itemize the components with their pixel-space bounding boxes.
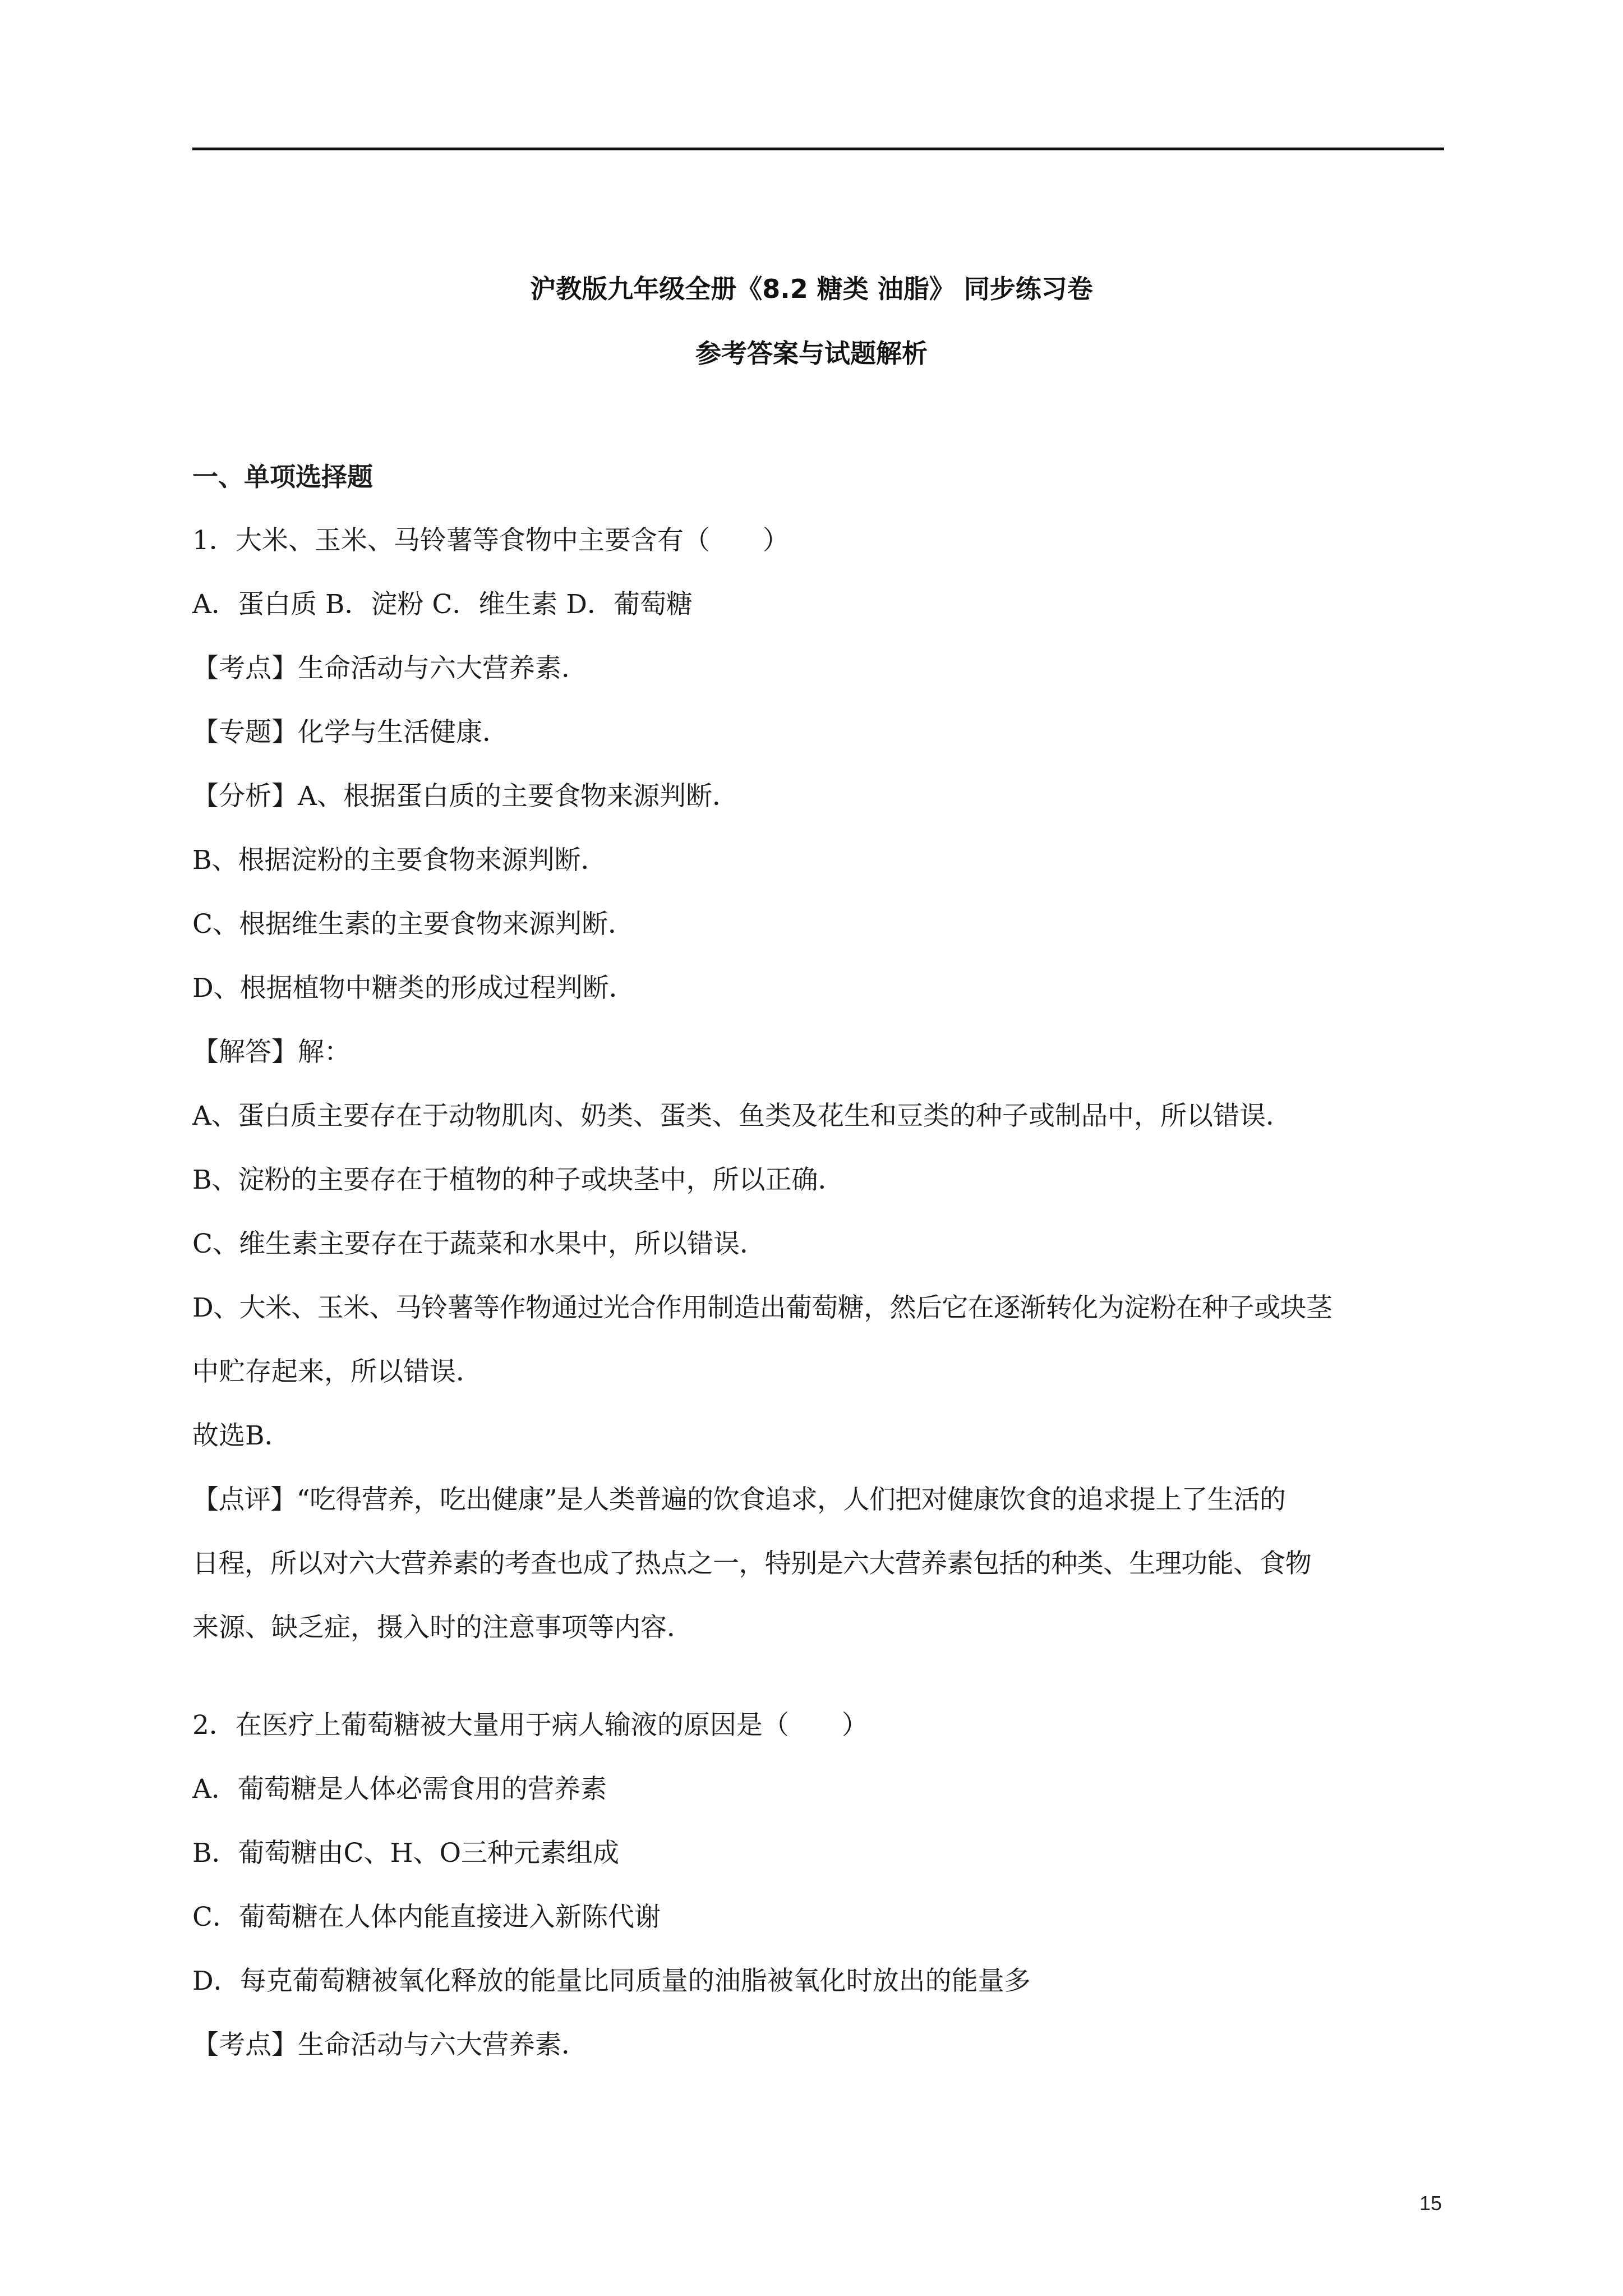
q1-jieda-line: B、淀粉的主要存在于植物的种子或块茎中，所以正确． <box>192 1165 845 1195</box>
q1-options: A．蛋白质 B．淀粉 C．维生素 D．葡萄糖 <box>192 589 693 620</box>
q1-fenxi-line: C、根据维生素的主要食物来源判断． <box>192 909 634 940</box>
q2-option: D．每克葡萄糖被氧化释放的能量比同质量的油脂被氧化时放出的能量多 <box>192 1966 1031 1996</box>
q1-stem: 1．大米、玉米、马铃薯等食物中主要含有（ ） <box>192 525 789 556</box>
document-title: 沪教版九年级全册《8.2 糖类 油脂》 同步练习卷 <box>530 274 1093 304</box>
q1-kaodian: 【考点】生命活动与六大营养素． <box>192 653 588 684</box>
document-subtitle: 参考答案与试题解析 <box>695 338 928 369</box>
header-rule <box>192 148 1444 150</box>
q1-zhuanti: 【专题】化学与生活健康． <box>192 717 509 748</box>
q1-jieda-line: A、蛋白质主要存在于动物肌肉、奶类、蛋类、鱼类及花生和豆类的种子或制品中，所以错误． <box>192 1101 1292 1131</box>
q1-dianping-line: 来源、缺乏症，摄入时的注意事项等内容． <box>192 1612 693 1643</box>
q1-dianping-line: 【点评】“吃得营养，吃出健康”是人类普遍的饮食追求，人们把对健康饮食的追求提上了生活的 <box>192 1484 1286 1515</box>
q2-option: A．葡萄糖是人体必需食用的营养素 <box>192 1774 607 1805</box>
page-number: 15 <box>1419 2192 1442 2215</box>
q1-fenxi-line: D、根据植物中糖类的形成过程判断． <box>192 973 635 1004</box>
q2-option: B．葡萄糖由C、H、O三种元素组成 <box>192 1838 620 1869</box>
q2-option: C．葡萄糖在人体内能直接进入新陈代谢 <box>192 1902 661 1932</box>
q1-jieda-line: 中贮存起来，所以错误． <box>192 1356 482 1387</box>
q1-answer: 故选B． <box>192 1420 291 1451</box>
q1-fenxi-line: B、根据淀粉的主要食物来源判断． <box>192 845 607 876</box>
q1-jieda-line: C、维生素主要存在于蔬菜和水果中，所以错误． <box>192 1228 766 1259</box>
q2-stem: 2．在医疗上葡萄糖被大量用于病人输液的原因是（ ） <box>192 1710 868 1741</box>
q1-jieda-line: D、大米、玉米、马铃薯等作物通过光合作用制造出葡萄糖，然后它在逐渐转化为淀粉在种子或块茎 <box>192 1292 1332 1323</box>
section-heading: 一、单项选择题 <box>192 462 373 492</box>
q1-fenxi-line: 【分析】A、根据蛋白质的主要食物来源判断． <box>192 781 739 812</box>
q1-jieda-label: 【解答】解： <box>192 1037 351 1068</box>
q1-dianping-line: 日程，所以对六大营养素的考查也成了热点之一，特别是六大营养素包括的种类、生理功能、食物 <box>192 1548 1312 1579</box>
document-body <box>192 460 1444 2092</box>
q2-kaodian: 【考点】生命活动与六大营养素． <box>192 2030 588 2060</box>
